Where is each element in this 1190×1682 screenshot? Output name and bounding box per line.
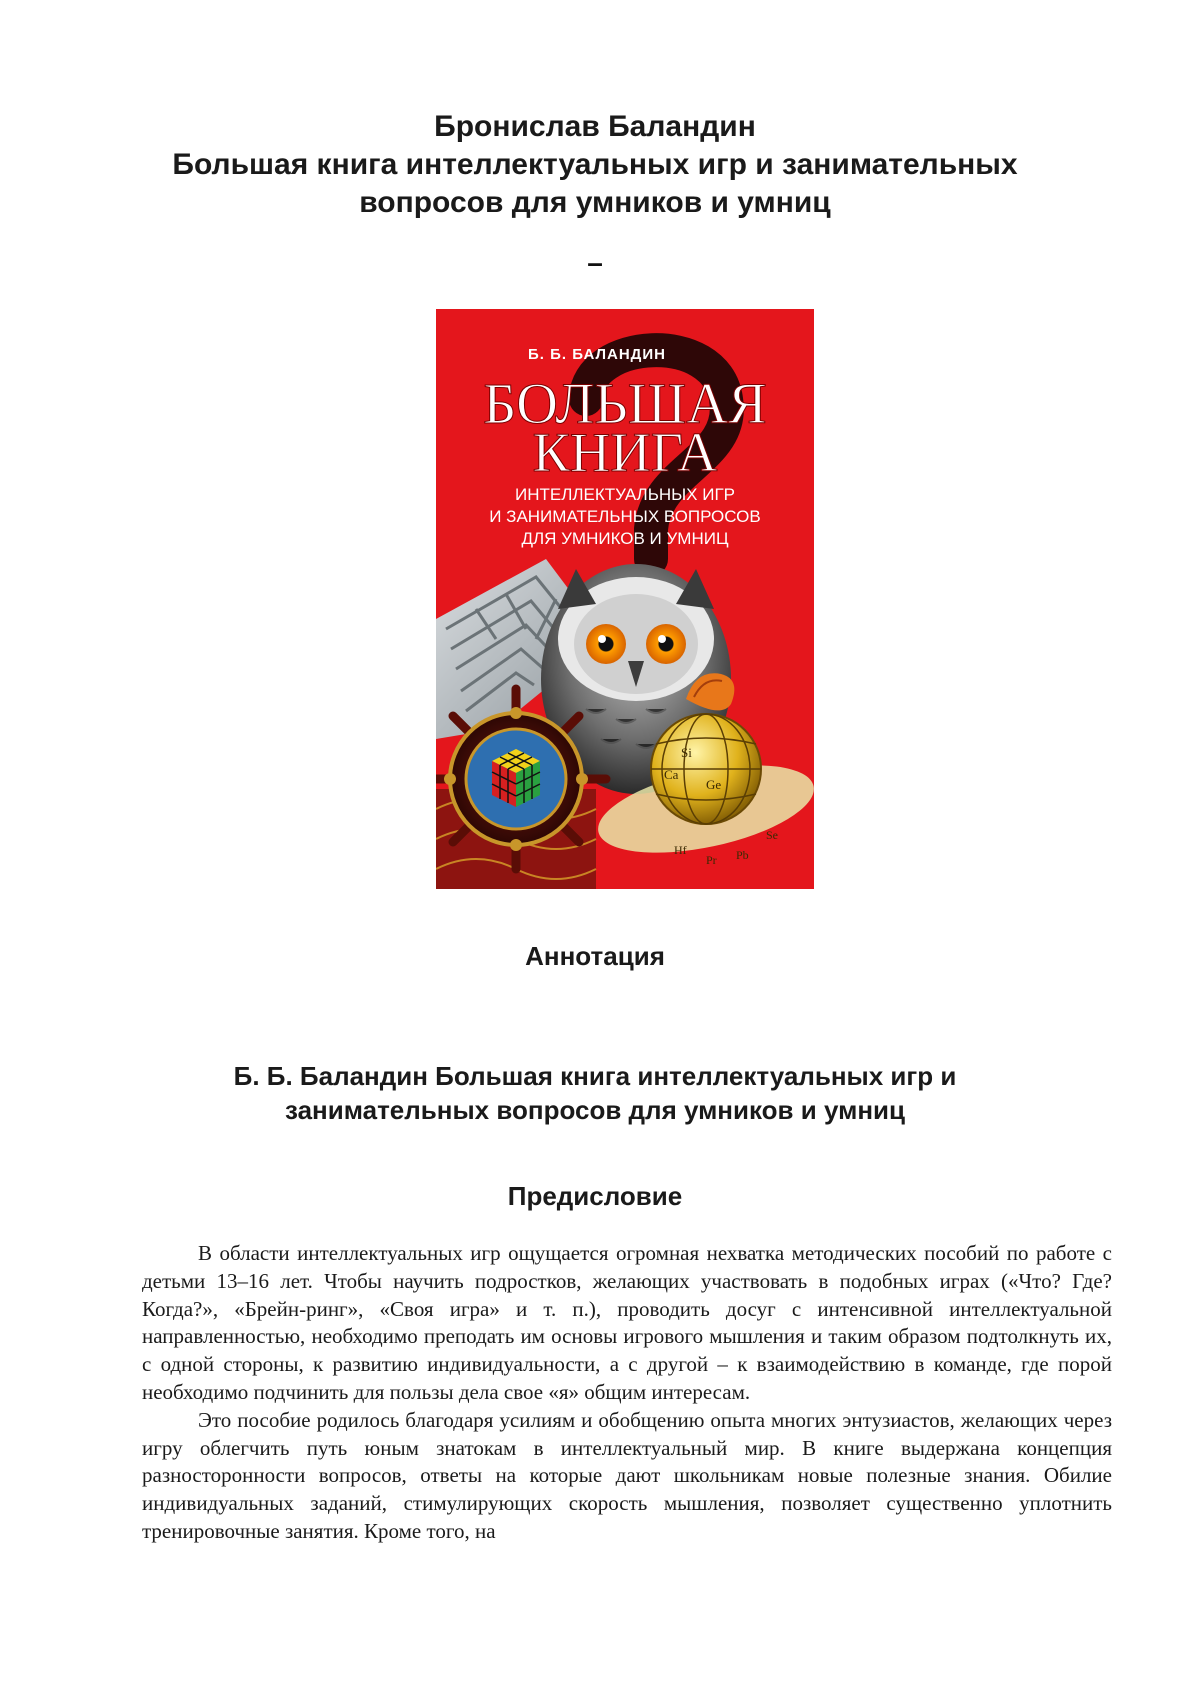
paragraph: Это пособие родилось благодаря усилиям и обобщению опыта многих энтузиастов, желающих через игру облегчить путь юным знатокам в интеллектуальный мир. В книге выдержана концепция разносторонности вопросов, ответы на которые дают школьникам новые полезные знания. Обилие индивидуальных заданий, стимулирующих скорость мышления, позволяет существенно уплотнить тренировочные занятия. Кроме того, на [142,1407,1112,1543]
title-line-2: вопросов для умников и умниц [359,186,831,219]
preface-body [142,1240,1112,1546]
ribbon-label: Hf [674,843,687,857]
preface-heading: Предисловие [507,1181,683,1211]
paragraph: В области интеллектуальных игр ощущается огромная нехватка методических пособий по работе с детьми 13–16 лет. Чтобы научить подростков, желающих участвовать в подобных играх («Что? Где? Когда?», «Брейн-ринг», «Своя игра» и т. п.), проводить досуг с интенсивной интеллектуальной направленностью, необходимо преподать им основы игрового мышления и таким образом подтолкнуть их, с одной стороны, к развитию индивидуальности, а с другой – к взаимодействию в команде, где порой необходимо подчинить для пользы дела свое «я» общим интересам. [142,1241,1112,1404]
ribbon-label: Se [766,828,778,842]
globe-label: Ca [664,767,679,782]
annotation-heading: Аннотация [525,941,665,971]
globe-label: Si [681,745,692,760]
cover-title-line1: БОЛЬШАЯ [483,371,767,436]
cover-subtitle-line1: ИНТЕЛЛЕКТУАЛЬНЫХ ИГР [515,485,735,504]
globe-label: Ge [706,777,722,792]
cover-title-line2: КНИГА [532,422,718,484]
book-cover-image [436,309,814,889]
document-title [0,108,1190,222]
title-author: Бронислав Баландин [434,110,756,143]
title-dash: – [587,247,603,278]
ribbon-label: Pr [706,853,717,867]
book-subtitle [0,1059,1190,1127]
subtitle-line-2: занимательных вопросов для умников и умниц [284,1095,905,1125]
cover-subtitle-line3: ДЛЯ УМНИКОВ И УМНИЦ [521,529,729,548]
cover-author: Б. Б. БАЛАНДИН [528,346,666,363]
title-line-1: Большая книга интеллектуальных игр и занимательных [172,148,1018,181]
ribbon-label: Pb [736,848,749,862]
cover-subtitle-line2: И ЗАНИМАТЕЛЬНЫХ ВОПРОСОВ [489,507,761,526]
subtitle-line-1: Б. Б. Баландин Большая книга интеллектуальных игр и [233,1061,957,1091]
